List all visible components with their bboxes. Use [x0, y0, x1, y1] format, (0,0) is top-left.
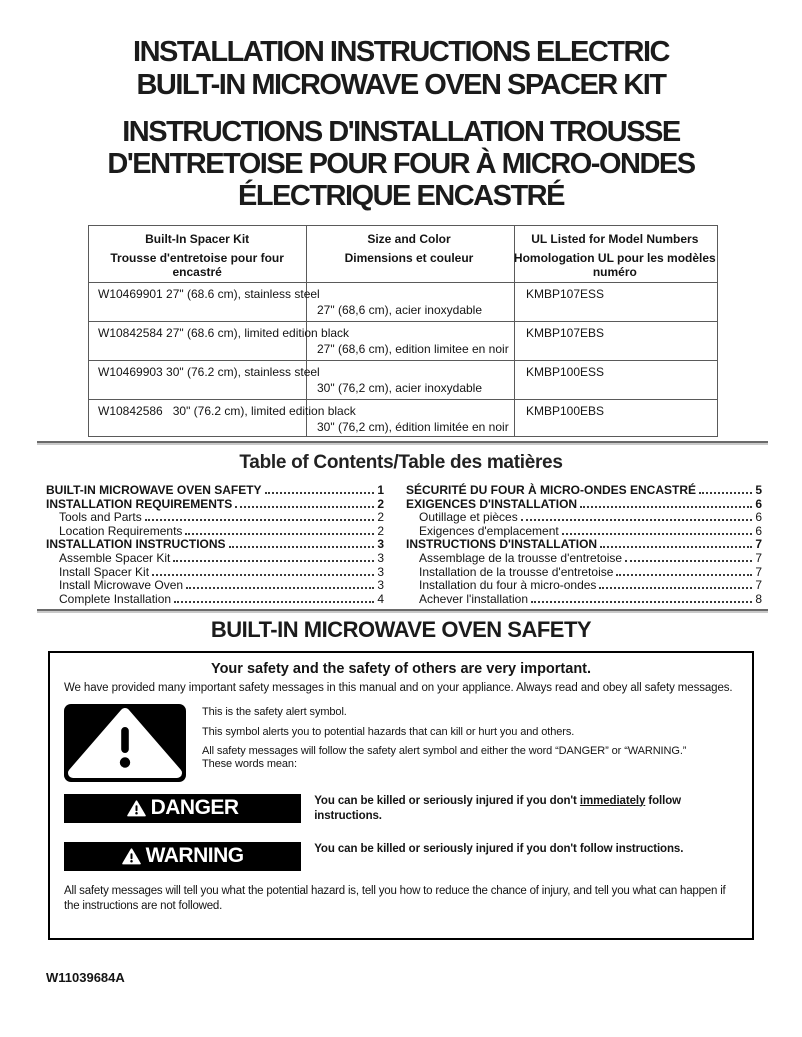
- safety-box: [48, 651, 754, 940]
- toc-leader-dots: [265, 492, 375, 494]
- toc-item-label: Installation de la trousse d'entretoise: [419, 564, 614, 579]
- warning-triangle-icon: [127, 800, 146, 817]
- danger-text-pre: You can be killed or seriously injured if you don't: [314, 794, 580, 807]
- warning-triangle-icon: [122, 848, 141, 865]
- danger-description: [314, 794, 738, 825]
- alert-line: All safety messages will follow the safety alert symbol and either the word “DANGER” or “WARNING.”: [202, 744, 687, 757]
- toc-leader-dots: [174, 601, 374, 603]
- toc-page-number: 3: [377, 537, 384, 552]
- table-row: [89, 360, 717, 399]
- toc-page-number: 6: [755, 510, 762, 525]
- toc-leader-dots: [235, 506, 374, 508]
- table-header-kit: [89, 226, 305, 282]
- toc-item-label: EXIGENCES D'INSTALLATION: [406, 496, 578, 511]
- row-model-number: KMBP100ESS: [526, 365, 605, 379]
- toc-item-label: BUILT-IN MICROWAVE OVEN SAFETY: [46, 483, 262, 497]
- warning-signal-box: [64, 842, 301, 871]
- warning-label: WARNING: [145, 844, 244, 867]
- toc-item: [406, 498, 762, 512]
- toc-item: [406, 552, 762, 566]
- toc-leader-dots: [173, 560, 374, 562]
- toc-item-label: Install Microwave Oven: [59, 578, 184, 593]
- toc-item-label: INSTALLATION REQUIREMENTS: [46, 496, 233, 511]
- warning-description: You can be killed or seriously injured if you don't follow instructions.: [314, 842, 684, 855]
- toc-item-label: Installation du four à micro-ondes: [419, 578, 597, 593]
- toc-page-number: 7: [755, 537, 762, 552]
- toc-item-label: Tools and Parts: [59, 510, 142, 525]
- toc-leader-dots: [152, 574, 374, 576]
- toc-page-number: 2: [377, 510, 384, 525]
- toc-item: [406, 525, 762, 539]
- table-row: [89, 282, 717, 321]
- row-description-en: W10469901 27" (68.6 cm), stainless steel: [98, 287, 320, 301]
- toc-column-left: [46, 484, 384, 606]
- toc-leader-dots: [145, 519, 375, 521]
- toc-page-number: 8: [755, 591, 762, 606]
- row-description-en: W10469903 30" (76.2 cm), stainless steel: [98, 365, 320, 379]
- toc-title: Table of Contents/Table des matières: [239, 452, 563, 473]
- toc-item: [46, 579, 384, 593]
- toc-item-label: Exigences d'emplacement: [419, 523, 559, 538]
- header-kit-en: Built-In Spacer Kit: [145, 232, 250, 246]
- title-english-line2: BUILT-IN MICROWAVE OVEN SPACER KIT: [136, 69, 666, 101]
- section-divider: [37, 609, 768, 613]
- toc-page-number: 7: [755, 550, 762, 565]
- danger-text-underlined: immediately: [579, 794, 646, 807]
- toc-leader-dots: [562, 533, 753, 535]
- toc-item: [46, 525, 384, 539]
- toc-leader-dots: [625, 560, 752, 562]
- toc-page-number: 3: [377, 564, 384, 579]
- toc-page-number: 5: [755, 483, 762, 497]
- toc-item: [406, 511, 762, 525]
- table-row: [89, 321, 717, 360]
- safety-box-title: Your safety and the safety of others are very important.: [210, 661, 592, 677]
- row-description-en: W10842586 30" (76.2 cm), limited edition black: [98, 404, 356, 418]
- toc-column-right: [406, 484, 762, 606]
- toc-item-label: Location Requirements: [59, 523, 183, 538]
- doc-number: W11039684A: [46, 970, 125, 985]
- toc-item-label: INSTALLATION INSTRUCTIONS: [46, 537, 226, 552]
- toc-item: [46, 511, 384, 525]
- toc-page-number: 6: [755, 496, 762, 511]
- toc-page-number: 6: [755, 523, 762, 538]
- title-french-line3: ÉLECTRIQUE ENCASTRÉ: [238, 180, 564, 212]
- row-model-number: KMBP107ESS: [526, 287, 605, 301]
- toc-page-number: 2: [377, 496, 384, 511]
- toc-item-label: Outillage et pièces: [419, 510, 518, 525]
- toc-item-label: Install Spacer Kit: [59, 564, 150, 579]
- toc-leader-dots: [616, 574, 752, 576]
- warning-row: [64, 842, 738, 871]
- table-row: [89, 399, 717, 438]
- toc-item-label: SÉCURITÉ DU FOUR À MICRO-ONDES ENCASTRÉ: [406, 483, 697, 497]
- row-model-number: KMBP107EBS: [526, 326, 605, 340]
- toc-item: [406, 484, 762, 498]
- header-models-en: UL Listed for Model Numbers: [531, 232, 699, 246]
- toc-leader-dots: [599, 587, 752, 589]
- toc-page-number: 3: [377, 578, 384, 593]
- toc-leader-dots: [600, 546, 752, 548]
- alert-line: This is the safety alert symbol.: [202, 705, 347, 718]
- danger-label: DANGER: [150, 796, 239, 819]
- row-description-fr: 30" (76,2 cm), édition limitée en noir: [317, 420, 509, 434]
- title-english-line1: INSTALLATION INSTRUCTIONS ELECTRIC: [133, 36, 669, 68]
- toc-item: [46, 566, 384, 580]
- row-description-fr: 30" (76,2 cm), acier inoxydable: [317, 381, 483, 395]
- safety-alert-icon: [64, 704, 186, 785]
- toc-item: [46, 552, 384, 566]
- header-size-fr: Dimensions et couleur: [344, 251, 474, 265]
- toc-leader-dots: [699, 492, 752, 494]
- toc-item-label: Complete Installation: [59, 591, 172, 606]
- toc-page-number: 1: [377, 483, 384, 497]
- toc-item-label: Assemble Spacer Kit: [59, 550, 171, 565]
- row-description-fr: 27" (68,6 cm), edition limitee en noir: [317, 342, 509, 356]
- toc-item-label: Achever l'installation: [419, 591, 529, 606]
- title-french-line2: D'ENTRETOISE POUR FOUR À MICRO-ONDES: [107, 148, 695, 180]
- toc-leader-dots: [186, 587, 374, 589]
- safety-alert-row: [64, 704, 738, 785]
- header-size-en: Size and Color: [367, 232, 451, 246]
- toc-item: [406, 579, 762, 593]
- table-header-row: [89, 226, 717, 282]
- section-divider: [37, 441, 768, 445]
- toc-item: [406, 566, 762, 580]
- danger-row: [64, 794, 738, 825]
- toc-leader-dots: [185, 533, 374, 535]
- spacer-kit-table: [88, 225, 718, 437]
- safety-alert-text: [202, 704, 686, 785]
- toc-item: [46, 498, 384, 512]
- toc-item: [406, 593, 762, 607]
- toc-page-number: 3: [377, 550, 384, 565]
- toc-leader-dots: [580, 506, 752, 508]
- toc-item: [46, 538, 384, 552]
- title-french: [0, 116, 802, 212]
- toc-item: [46, 484, 384, 498]
- safety-outro: All safety messages will tell you what the potential hazard is, tell you how to reduce the chance of injury, and tell you what can happen if the instructions are not followed.: [64, 884, 726, 912]
- row-description-fr: 27" (68,6 cm), acier inoxydable: [317, 303, 483, 317]
- toc-leader-dots: [229, 546, 375, 548]
- toc-page-number: 4: [377, 591, 384, 606]
- toc-page-number: 2: [377, 523, 384, 538]
- row-model-number: KMBP100EBS: [526, 404, 605, 418]
- toc-leader-dots: [531, 601, 752, 603]
- toc-item-label: Assemblage de la trousse d'entretoise: [419, 550, 623, 565]
- danger-signal-box: [64, 794, 301, 823]
- toc-item: [406, 538, 762, 552]
- toc-item-label: INSTRUCTIONS D'INSTALLATION: [406, 537, 598, 552]
- alert-line: This symbol alerts you to potential hazards that can kill or hurt you and others.: [202, 725, 575, 738]
- toc-page-number: 7: [755, 564, 762, 579]
- title-french-line1: INSTRUCTIONS D'INSTALLATION TROUSSE: [122, 116, 680, 148]
- header-kit-fr: Trousse d'entretoise pour four encastré: [110, 251, 284, 279]
- safety-intro: We have provided many important safety messages in this manual and on your appliance. Always read and obey all safety messages.: [64, 682, 733, 694]
- row-description-en: W10842584 27" (68.6 cm), limited edition black: [98, 326, 350, 340]
- table-header-models: [513, 226, 717, 282]
- table-header-size-color: [305, 226, 512, 282]
- alert-line: These words mean:: [202, 757, 297, 770]
- toc-page-number: 7: [755, 578, 762, 593]
- toc-leader-dots: [521, 519, 753, 521]
- toc-item: [46, 593, 384, 607]
- safety-section-title: BUILT-IN MICROWAVE OVEN SAFETY: [210, 617, 592, 642]
- title-english: [0, 36, 802, 102]
- danger-text-post: follow instructions.: [314, 794, 681, 822]
- header-models-fr: Homologation UL pour les modèles numéro: [513, 251, 716, 279]
